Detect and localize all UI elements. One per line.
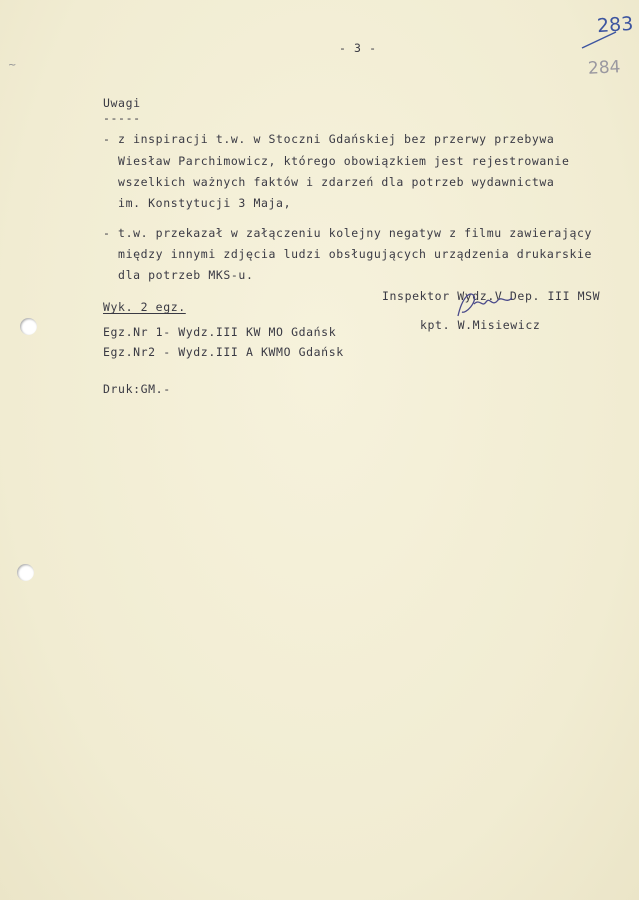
signatory-name: kpt. W.Misiewicz <box>420 318 541 332</box>
signatory-title: Inspektor Wydz.V Dep. III MSW <box>382 289 601 303</box>
handwritten-signature <box>452 286 522 326</box>
remark-1-line-3: wszelkich ważnych faktów i zdarzeń dla potrzeb wydawnictwa <box>103 175 555 189</box>
remark-1-line-2: Wiesław Parchimowicz, którego obowiązkiem jest rejestrowanie <box>103 154 570 168</box>
remarks-heading: Uwagi <box>103 96 141 110</box>
remarks-heading-rule: ----- <box>103 111 141 125</box>
archive-number-bottom: 284 <box>587 57 621 79</box>
remark-1-line-1: - z inspiracji t.w. w Stoczni Gdańskiej bez przerwy przebywa <box>103 132 555 146</box>
distribution-line-2: Egz.Nr2 - Wydz.III A KWMO Gdańsk <box>103 345 344 359</box>
archive-strike-mark <box>580 30 620 52</box>
remark-1-line-4: im. Konstytucji 3 Maja, <box>103 196 292 210</box>
print-note: Druk:GM.- <box>103 382 171 396</box>
page-number: - 3 - <box>339 41 377 55</box>
margin-mark: ~ <box>8 60 17 71</box>
punch-hole-top <box>20 318 37 335</box>
remark-2-line-3: dla potrzeb MKS-u. <box>103 268 254 282</box>
punch-hole-bottom <box>17 564 34 581</box>
distribution-line-1: Egz.Nr 1- Wydz.III KW MO Gdańsk <box>103 325 337 339</box>
remark-2-line-1: - t.w. przekazał w załączeniu kolejny negatyw z filmu zawierający <box>103 226 593 240</box>
archive-number-top: 283 <box>596 12 634 38</box>
remark-2-line-2: między innymi zdjęcia ludzi obsługujących urządzenia drukarskie <box>103 247 593 261</box>
copies-note: Wyk. 2 egz. <box>103 300 186 314</box>
